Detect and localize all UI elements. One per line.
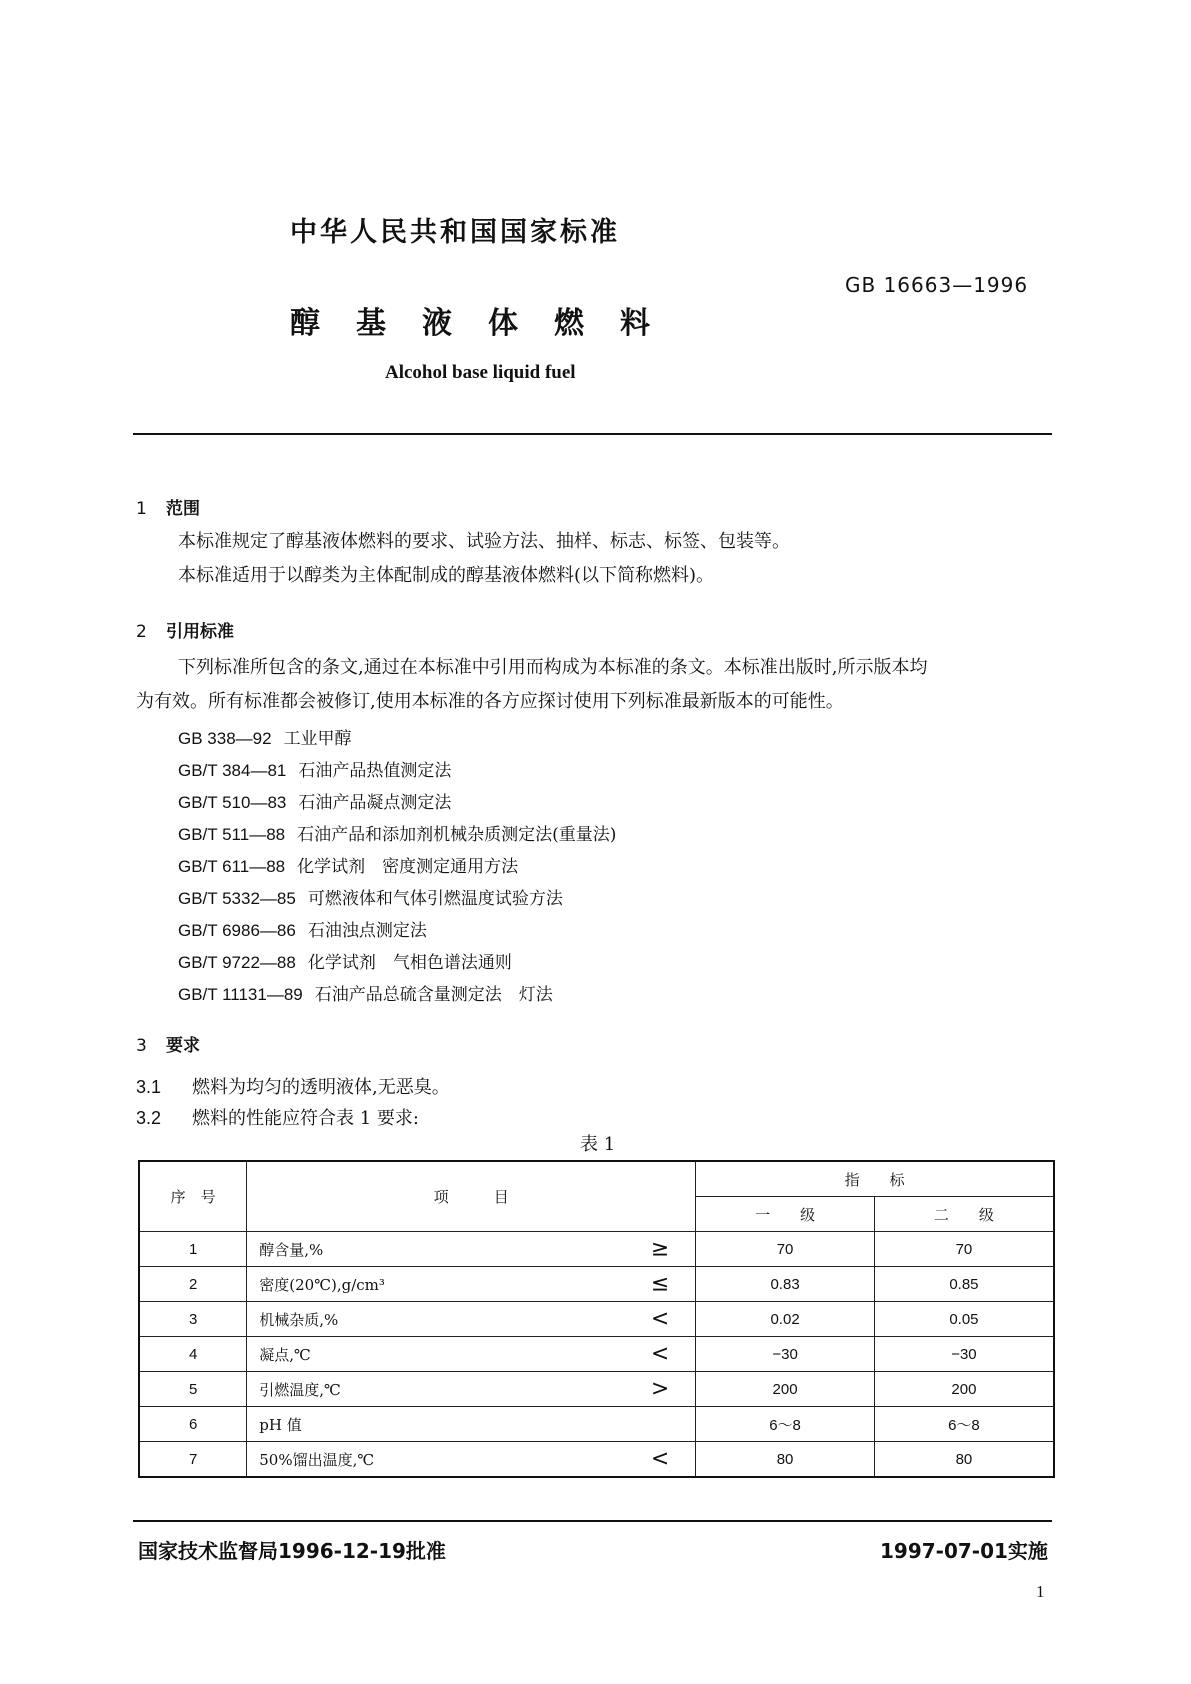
header-divider <box>133 433 1052 435</box>
table-row <box>139 1302 1054 1337</box>
comparison-operator: < <box>650 1446 670 1472</box>
title-char: 液 <box>422 306 452 341</box>
row-no: 1 <box>139 1232 247 1267</box>
row-grade2: 6～8 <box>874 1407 1054 1442</box>
scope-paragraph: 本标准适用于以醇类为主体配制成的醇基液体燃料(以下简称燃料)。 <box>178 565 715 586</box>
row-grade2: 80 <box>874 1442 1054 1478</box>
references-intro-line1: 下列标准所包含的条文,通过在本标准中引用而构成为本标准的条文。本标准出版时,所示版本均 <box>178 657 928 678</box>
effective-date: 1997-07-01实施 <box>880 1539 1048 1563</box>
header-grade1: 一 级 <box>696 1197 875 1232</box>
table-row <box>139 1337 1054 1372</box>
document-title-cn <box>290 298 686 342</box>
reference-item: GB/T 6986—86 石油浊点测定法 <box>178 921 427 941</box>
row-grade1: 0.02 <box>696 1302 875 1337</box>
comparison-operator: < <box>650 1306 670 1332</box>
comparison-operator: < <box>650 1341 670 1367</box>
row-item: 凝点,℃ < <box>247 1337 696 1372</box>
row-item: 机械杂质,% < <box>247 1302 696 1337</box>
row-grade2: 200 <box>874 1372 1054 1407</box>
document-title-en: Alcohol base liquid fuel <box>385 362 576 383</box>
comparison-operator: ≤ <box>650 1271 670 1297</box>
reference-item: GB 338—92 工业甲醇 <box>178 729 352 749</box>
table-row <box>139 1442 1054 1478</box>
references-intro-line2: 为有效。所有标准都会被修订,使用本标准的各方应探讨使用下列标准最新版本的可能性。 <box>136 691 844 712</box>
row-grade2: −30 <box>874 1337 1054 1372</box>
row-grade2: 70 <box>874 1232 1054 1267</box>
approval-line: 国家技术监督局1996-12-19批准 <box>138 1539 446 1563</box>
comparison-operator: > <box>650 1376 670 1402</box>
row-grade1: 200 <box>696 1372 875 1407</box>
row-no: 5 <box>139 1372 247 1407</box>
national-standard-title: 中华人民共和国国家标准 <box>290 217 620 248</box>
standard-number: GB 16663—1996 <box>845 273 1029 297</box>
reference-item: GB/T 611—88 化学试剂 密度测定通用方法 <box>178 857 519 877</box>
title-char: 醇 <box>290 306 320 341</box>
table-row <box>139 1232 1054 1267</box>
row-no: 7 <box>139 1442 247 1478</box>
row-item: 醇含量,% ≥ <box>247 1232 696 1267</box>
row-grade1: 6～8 <box>696 1407 875 1442</box>
table-row <box>139 1267 1054 1302</box>
row-no: 6 <box>139 1407 247 1442</box>
header-index: 指 标 <box>696 1161 1054 1197</box>
row-grade1: 70 <box>696 1232 875 1267</box>
requirement-clause: 3.1 燃料为均匀的透明液体,无恶臭。 <box>136 1077 450 1098</box>
footer-divider <box>133 1520 1052 1522</box>
reference-item: GB/T 11131—89 石油产品总硫含量测定法 灯法 <box>178 985 553 1005</box>
reference-item: GB/T 384—81 石油产品热值测定法 <box>178 761 452 781</box>
title-char: 燃 <box>554 306 584 341</box>
row-no: 4 <box>139 1337 247 1372</box>
row-grade2: 0.85 <box>874 1267 1054 1302</box>
row-grade2: 0.05 <box>874 1302 1054 1337</box>
section-heading-references: 2 引用标准 <box>136 622 234 642</box>
header-item: 项 目 <box>247 1161 696 1232</box>
comparison-operator: ≥ <box>650 1236 670 1262</box>
header-grade2: 二 级 <box>874 1197 1054 1232</box>
reference-item: GB/T 5332—85 可燃液体和气体引燃温度试验方法 <box>178 889 563 909</box>
section-heading-requirements: 3 要求 <box>136 1036 200 1056</box>
title-char: 基 <box>356 306 386 341</box>
reference-item: GB/T 510—83 石油产品凝点测定法 <box>178 793 452 813</box>
title-char: 料 <box>620 306 650 341</box>
title-char: 体 <box>488 306 518 341</box>
row-grade1: 0.83 <box>696 1267 875 1302</box>
scope-paragraph: 本标准规定了醇基液体燃料的要求、试验方法、抽样、标志、标签、包装等。 <box>178 531 790 552</box>
requirement-clause: 3.2 燃料的性能应符合表 1 要求: <box>136 1108 419 1129</box>
row-item: 50%馏出温度,℃ < <box>247 1442 696 1478</box>
table-header-row <box>139 1161 1054 1197</box>
reference-item: GB/T 511—88 石油产品和添加剂机械杂质测定法(重量法) <box>178 825 617 845</box>
row-item: 引燃温度,℃ > <box>247 1372 696 1407</box>
table-row <box>139 1372 1054 1407</box>
table-caption: 表 1 <box>580 1134 616 1155</box>
row-no: 3 <box>139 1302 247 1337</box>
spec-table <box>138 1160 1055 1478</box>
section-heading-scope: 1 范围 <box>136 499 200 519</box>
page-number: 1 <box>1036 1582 1045 1601</box>
table-row <box>139 1407 1054 1442</box>
row-item: pH 值 <box>247 1407 696 1442</box>
row-grade1: 80 <box>696 1442 875 1478</box>
row-no: 2 <box>139 1267 247 1302</box>
row-grade1: −30 <box>696 1337 875 1372</box>
row-item: 密度(20℃),g/cm³ ≤ <box>247 1267 696 1302</box>
reference-item: GB/T 9722—88 化学试剂 气相色谱法通则 <box>178 953 512 973</box>
header-no: 序 号 <box>139 1161 247 1232</box>
